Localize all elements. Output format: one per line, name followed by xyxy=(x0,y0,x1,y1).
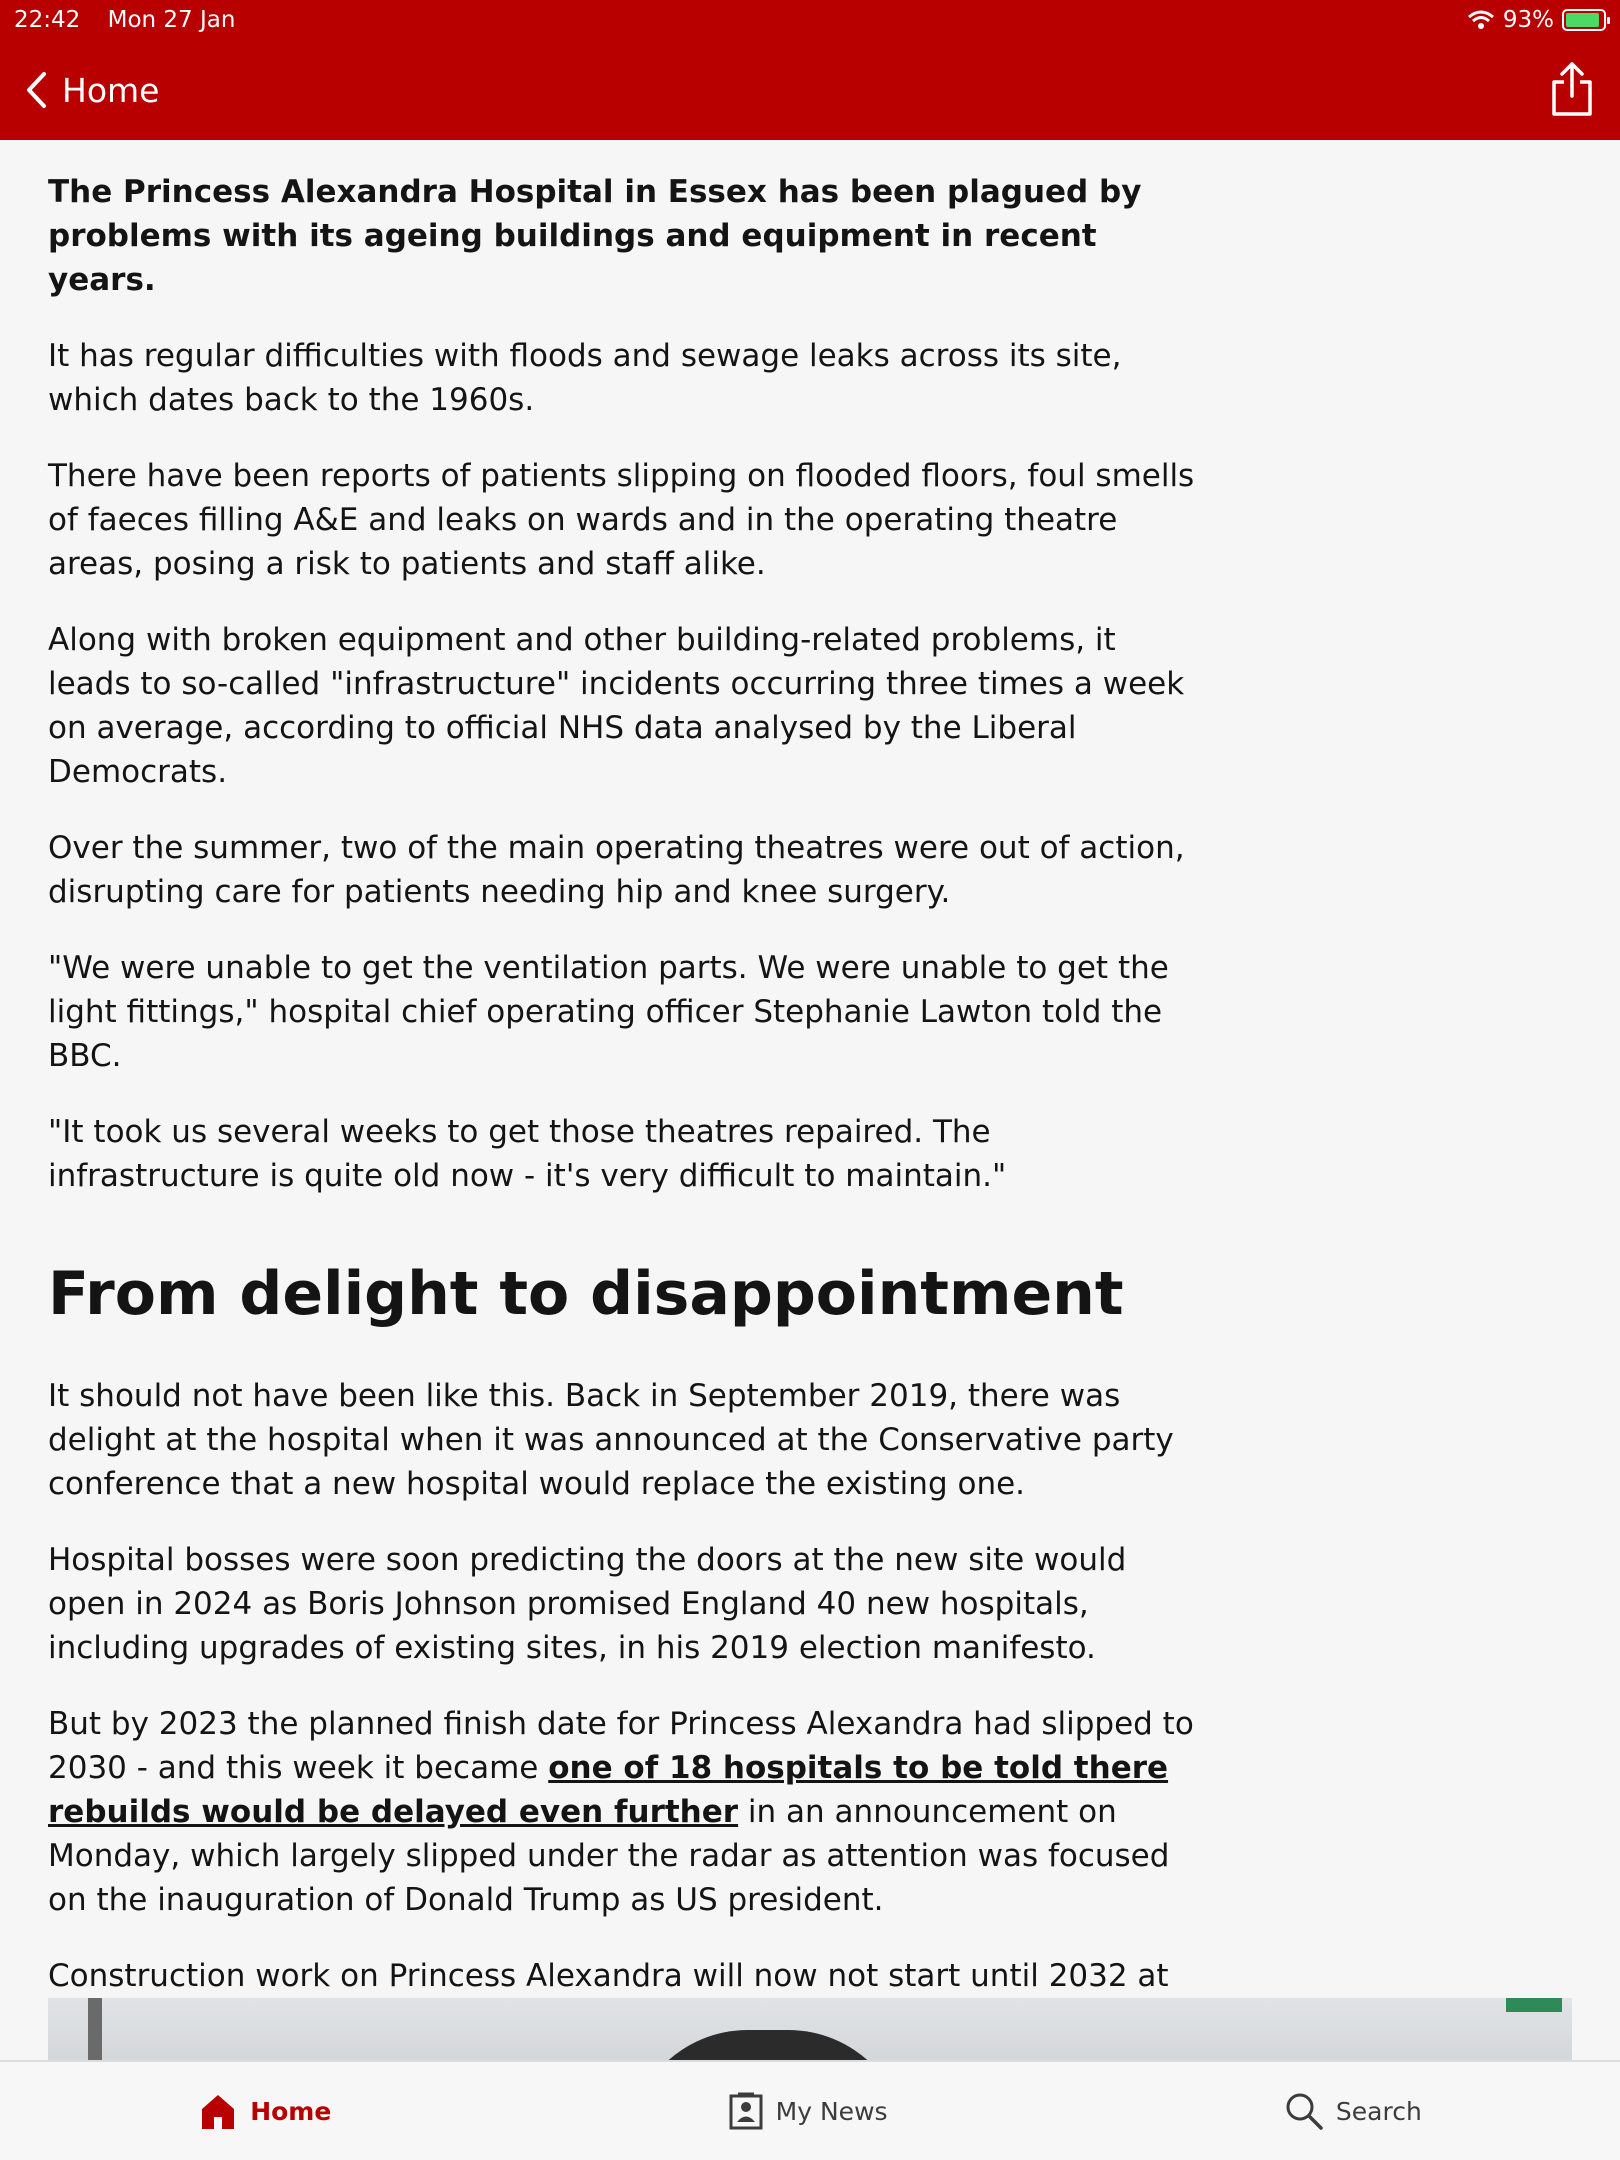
back-label: Home xyxy=(62,70,160,110)
tab-search[interactable] xyxy=(1284,2091,1422,2131)
article-body xyxy=(48,170,1208,2074)
article-paragraph: "It took us several weeks to get those theatres repaired. The infrastructure is quite old now - it's very difficult to maintain." xyxy=(48,1114,1007,1194)
article-paragraph: Along with broken equipment and other building-related problems, it leads to so-called "infrastructure" incidents occurring three times a week on average, according to official NHS data analysed by the Liberal Democrats. xyxy=(48,622,1185,790)
article-paragraph xyxy=(48,1702,1208,1922)
battery-percent: 93% xyxy=(1502,7,1554,33)
article-paragraph: Over the summer, two of the main operating theatres were out of action, disrupting care for patients needing hip and knee surgery. xyxy=(48,830,1185,910)
nav-bar xyxy=(0,40,1620,140)
article-image xyxy=(48,1998,1572,2060)
tab-label: Home xyxy=(250,2096,332,2126)
tab-home[interactable] xyxy=(198,2091,331,2131)
article-paragraph: There have been reports of patients slipping on flooded floors, foul smells of faeces filling A&E and leaks on wards and in the operating theatre areas, posing a risk to patients and staff alike. xyxy=(48,458,1195,582)
article-paragraph: Construction work on Princess Alexandra will now not start until 2032 at xyxy=(48,1958,1169,1994)
tab-my-news[interactable] xyxy=(728,2091,888,2131)
my-news-icon xyxy=(728,2091,764,2131)
chevron-left-icon xyxy=(24,70,48,110)
tab-label: Search xyxy=(1335,2096,1422,2126)
hospitals-delay-link[interactable]: one of 18 hospitals to be told there rebuilds would be delayed even further xyxy=(48,1750,1169,1830)
home-icon xyxy=(198,2091,238,2131)
article-paragraph: It should not have been like this. Back in September 2019, there was delight at the hospital when it was announced at the Conservative party conference that a new hospital would replace the existing one. xyxy=(48,1378,1174,1502)
section-heading: From delight to disappointment xyxy=(48,1259,1124,1329)
wifi-icon xyxy=(1467,9,1495,31)
tab-bar xyxy=(0,2060,1620,2160)
article-paragraph: Hospital bosses were soon predicting the doors at the new site would open in 2024 as Boris Johnson promised England 40 new hospitals, including upgrades of existing sites, in his 2019 election manifesto. xyxy=(48,1542,1127,1666)
paragraph-text: But by 2023 the planned finish date for Princess Alexandra had slipped to 2030 - and this week it became xyxy=(48,1706,1194,1786)
battery-icon xyxy=(1562,9,1606,31)
tab-label: My News xyxy=(775,2096,888,2126)
back-button[interactable] xyxy=(24,70,159,110)
search-icon xyxy=(1284,2091,1324,2131)
status-time: 22:42 xyxy=(14,7,81,33)
status-bar xyxy=(0,0,1620,40)
paragraph-text: in an announcement on Monday, which largely slipped under the radar as attention was focused on the inauguration of Donald Trump as US president. xyxy=(48,1794,1170,1918)
article-lead: The Princess Alexandra Hospital in Essex has been plagued by problems with its ageing buildings and equipment in recent years. xyxy=(48,174,1142,298)
article-paragraph: It has regular difficulties with floods and sewage leaks across its site, which dates back to the 1960s. xyxy=(48,338,1122,418)
status-date: Mon 27 Jan xyxy=(107,7,236,33)
article-paragraph: "We were unable to get the ventilation parts. We were unable to get the light fittings," hospital chief operating officer Stephanie Lawton told the BBC. xyxy=(48,950,1169,1074)
share-icon[interactable] xyxy=(1548,60,1596,120)
